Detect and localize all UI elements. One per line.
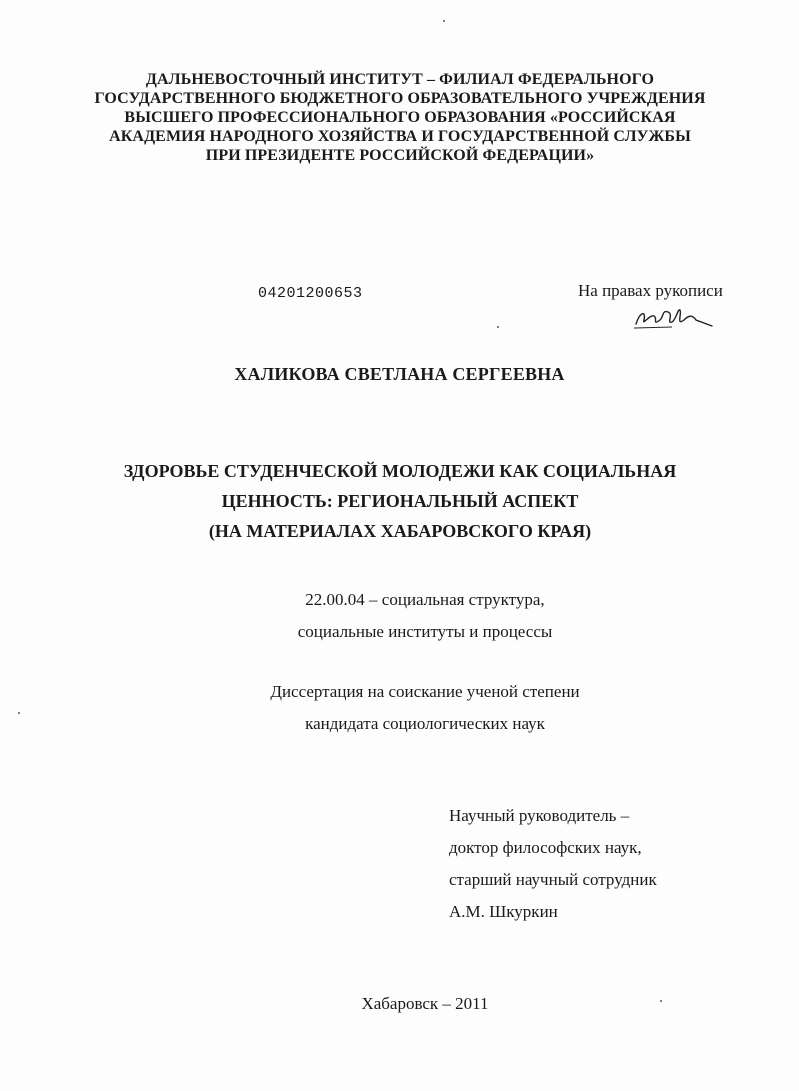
supervisor-line: доктор философских наук, [449,838,642,857]
degree-line: Диссертация на соискание ученой степени [270,682,580,701]
institution-line: ПРИ ПРЕЗИДЕНТЕ РОССИЙСКОЙ ФЕДЕРАЦИИ» [205,147,595,164]
specialty-code [0,584,799,648]
city-year: Хабаровск – 2011 [361,994,489,1013]
degree-line: кандидата социологических наук [305,714,545,733]
degree-statement [0,676,799,740]
specialty-line: социальные институты и процессы [297,622,553,641]
handwritten-signature-icon [632,302,714,332]
title-line: ЦЕННОСТЬ: РЕГИОНАЛЬНЫЙ АСПЕКТ [221,491,579,511]
scan-speck [443,20,445,22]
institution-line: ВЫСШЕГО ПРОФЕССИОНАЛЬНОГО ОБРАЗОВАНИЯ «РОССИЙСКАЯ [124,109,676,126]
institution-line: ДАЛЬНЕВОСТОЧНЫЙ ИНСТИТУТ – ФИЛИАЛ ФЕДЕРАЛЬНОГО [145,71,655,88]
specialty-line: 22.00.04 – социальная структура, [305,590,545,609]
title-line: (НА МАТЕРИАЛАХ ХАБАРОВСКОГО КРАЯ) [208,521,592,541]
manuscript-note: На правах рукописи [578,281,723,300]
scan-speck [18,712,20,714]
institution-line: ГОСУДАРСТВЕННОГО БЮДЖЕТНОГО ОБРАЗОВАТЕЛЬНОГО УЧРЕЖДЕНИЯ [94,90,706,107]
supervisor-line: Научный руководитель – [449,806,630,825]
supervisor-line: старший научный сотрудник [449,870,657,889]
institution-line: АКАДЕМИЯ НАРОДНОГО ХОЗЯЙСТВА И ГОСУДАРСТВЕННОЙ СЛУЖБЫ [109,128,691,145]
registry-code: 04201200653 [258,285,363,302]
supervisor-line: А.М. Шкуркин [449,902,558,921]
scan-speck [660,1000,662,1002]
dissertation-title [60,456,740,546]
title-line: ЗДОРОВЬЕ СТУДЕНЧЕСКОЙ МОЛОДЕЖИ КАК СОЦИАЛЬНАЯ [123,461,677,481]
institution-header [60,70,740,165]
author-name: ХАЛИКОВА СВЕТЛАНА СЕРГЕЕВНА [234,364,565,384]
supervisor-block [449,800,657,928]
scan-speck [497,326,499,328]
